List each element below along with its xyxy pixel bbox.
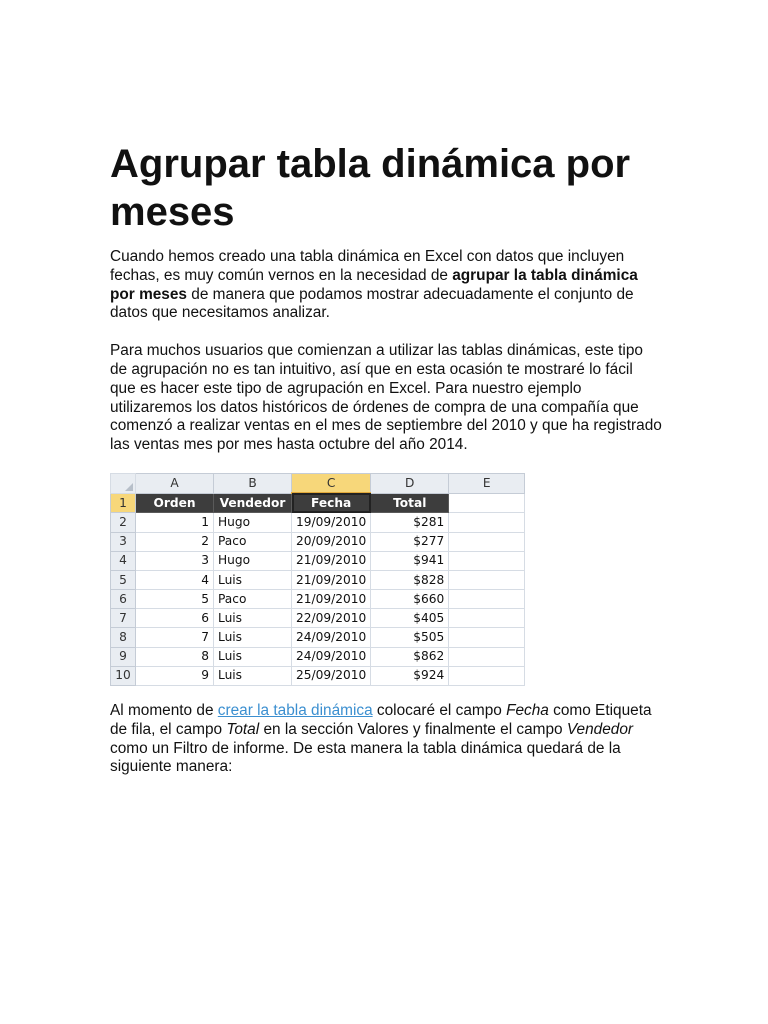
cell-vendedor: Hugo bbox=[214, 513, 292, 532]
cell-fecha: 19/09/2010 bbox=[292, 513, 371, 532]
empty-cell bbox=[449, 666, 525, 685]
row-number: 9 bbox=[111, 647, 136, 666]
table-row bbox=[111, 609, 525, 628]
table-row bbox=[111, 513, 525, 532]
instr-text-1: Al momento de bbox=[110, 702, 218, 720]
intro-text-2: de manera que podamos mostrar adecuadamente el conjunto de datos que necesitamos analizar. bbox=[110, 285, 634, 322]
cell-total: $924 bbox=[371, 666, 449, 685]
table-row bbox=[111, 590, 525, 609]
cell-total: $405 bbox=[371, 609, 449, 628]
empty-cell bbox=[449, 570, 525, 589]
empty-cell bbox=[449, 590, 525, 609]
empty-cell bbox=[449, 532, 525, 551]
empty-cell bbox=[449, 609, 525, 628]
instructions-paragraph bbox=[110, 702, 662, 777]
table-header-row bbox=[111, 493, 525, 513]
field-vendedor: Vendedor bbox=[566, 720, 634, 738]
col-letter-d: D bbox=[371, 473, 449, 493]
table-row bbox=[111, 666, 525, 685]
document-page bbox=[110, 140, 662, 777]
col-letter-a: A bbox=[136, 473, 214, 493]
intro-bold-phrase: agrupar la tabla dinámica por meses bbox=[110, 266, 638, 303]
cell-fecha: 25/09/2010 bbox=[292, 666, 371, 685]
cell-vendedor: Luis bbox=[214, 609, 292, 628]
header-orden: Orden bbox=[136, 493, 214, 513]
row-number: 1 bbox=[111, 493, 136, 513]
row-number: 2 bbox=[111, 513, 136, 532]
instr-text-5: como un Filtro de informe. De esta manera la tabla dinámica quedará de la siguiente manera: bbox=[110, 739, 621, 776]
cell-fecha: 21/09/2010 bbox=[292, 551, 371, 570]
instr-text-4: en la sección Valores y finalmente el campo bbox=[259, 720, 567, 738]
spreadsheet-image bbox=[110, 473, 525, 686]
cell-vendedor: Luis bbox=[214, 570, 292, 589]
cell-total: $862 bbox=[371, 647, 449, 666]
col-letter-b: B bbox=[214, 473, 292, 493]
cell-vendedor: Hugo bbox=[214, 551, 292, 570]
intro-text-1: Cuando hemos creado una tabla dinámica en Excel con datos que incluyen fechas, es muy común vernos en la necesidad de bbox=[110, 248, 625, 284]
table-row bbox=[111, 628, 525, 647]
instr-text-2: colocaré el campo bbox=[372, 702, 507, 720]
cell-fecha: 22/09/2010 bbox=[292, 609, 371, 628]
cell-total: $505 bbox=[371, 628, 449, 647]
cell-orden: 2 bbox=[136, 532, 214, 551]
cell-total: $660 bbox=[371, 590, 449, 609]
cell-fecha: 21/09/2010 bbox=[292, 590, 371, 609]
header-vendedor: Vendedor bbox=[214, 493, 292, 513]
cell-orden: 1 bbox=[136, 513, 214, 532]
cell-total: $941 bbox=[371, 551, 449, 570]
cell-orden: 8 bbox=[136, 647, 214, 666]
col-letter-c: C bbox=[292, 473, 371, 493]
cell-vendedor: Paco bbox=[214, 590, 292, 609]
row-number: 5 bbox=[111, 570, 136, 589]
cell-fecha: 21/09/2010 bbox=[292, 570, 371, 589]
cell-orden: 6 bbox=[136, 609, 214, 628]
cell-total: $277 bbox=[371, 532, 449, 551]
cell-fecha: 20/09/2010 bbox=[292, 532, 371, 551]
cell-orden: 5 bbox=[136, 590, 214, 609]
cell-total: $828 bbox=[371, 570, 449, 589]
table-row bbox=[111, 570, 525, 589]
empty-cell bbox=[449, 513, 525, 532]
row-number: 8 bbox=[111, 628, 136, 647]
row-number: 4 bbox=[111, 551, 136, 570]
cell-fecha: 24/09/2010 bbox=[292, 647, 371, 666]
row-number: 7 bbox=[111, 609, 136, 628]
cell-vendedor: Luis bbox=[214, 666, 292, 685]
row-number: 6 bbox=[111, 590, 136, 609]
col-letter-e: E bbox=[449, 473, 525, 493]
row-number: 10 bbox=[111, 666, 136, 685]
cell-fecha: 24/09/2010 bbox=[292, 628, 371, 647]
cell-orden: 3 bbox=[136, 551, 214, 570]
row-number: 3 bbox=[111, 532, 136, 551]
empty-cell bbox=[449, 551, 525, 570]
cell-vendedor: Paco bbox=[214, 532, 292, 551]
field-fecha: Fecha bbox=[506, 702, 549, 720]
select-all-corner bbox=[111, 473, 136, 493]
cell-orden: 7 bbox=[136, 628, 214, 647]
instr-text-3: como Etiqueta de fila, el campo bbox=[110, 702, 652, 738]
header-fecha: Fecha bbox=[292, 493, 371, 513]
empty-cell bbox=[449, 493, 525, 513]
empty-cell bbox=[449, 628, 525, 647]
table-row bbox=[111, 647, 525, 666]
table-row bbox=[111, 532, 525, 551]
column-header-row bbox=[111, 473, 525, 493]
field-total: Total bbox=[226, 720, 260, 738]
cell-vendedor: Luis bbox=[214, 628, 292, 647]
cell-orden: 9 bbox=[136, 666, 214, 685]
cell-total: $281 bbox=[371, 513, 449, 532]
crear-tabla-link[interactable]: crear la tabla dinámica bbox=[217, 702, 373, 720]
empty-cell bbox=[449, 647, 525, 666]
cell-orden: 4 bbox=[136, 570, 214, 589]
cell-vendedor: Luis bbox=[214, 647, 292, 666]
table-row bbox=[111, 551, 525, 570]
page-title: Agrupar tabla dinámica por meses bbox=[110, 142, 631, 234]
context-paragraph: Para muchos usuarios que comienzan a utilizar las tablas dinámicas, este tipo de agrupación no es tan intuitivo, así que en esta ocasión te mostraré lo fácil que es hacer este tipo de agrupación en Excel. Para nuestro ejemplo utilizaremos los datos históricos de órdenes de compra de una compañía que comenzó a realizar ventas en el mes de septiembre del 2010 y que ha registrado las ventas mes por mes hasta octubre del año 2014. bbox=[110, 342, 662, 454]
intro-paragraph bbox=[110, 248, 662, 323]
header-total: Total bbox=[371, 493, 449, 513]
